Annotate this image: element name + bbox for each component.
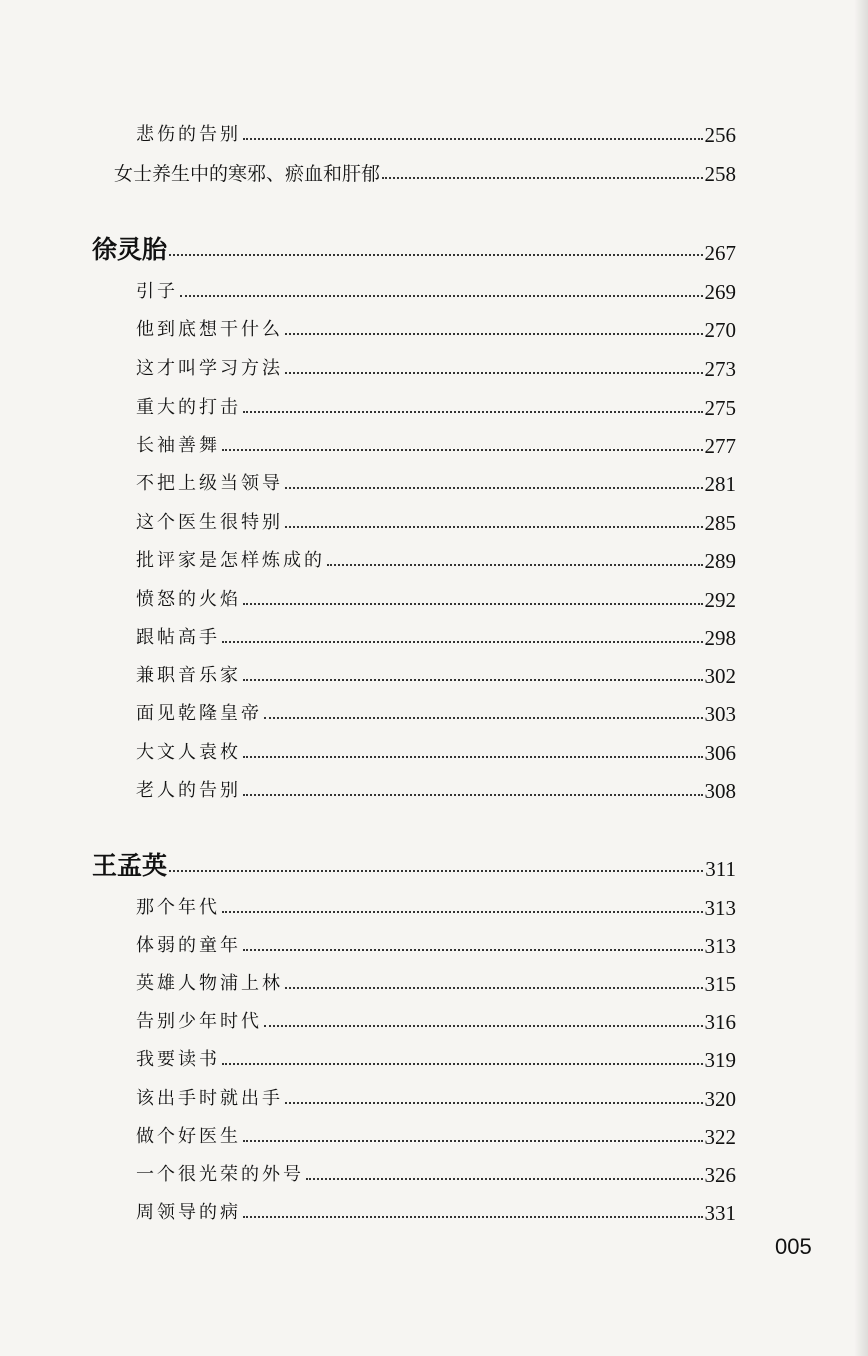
dot-leader <box>180 295 703 297</box>
section-heading-title: 徐灵胎 <box>92 235 168 264</box>
toc-entry-page: 269 <box>704 280 736 304</box>
dot-leader <box>169 870 703 872</box>
toc-entry-page: 298 <box>704 626 736 650</box>
dot-leader <box>243 1140 703 1142</box>
toc-entry[interactable] <box>136 500 736 534</box>
toc-entry-page: 273 <box>704 357 736 381</box>
dot-leader <box>222 911 703 913</box>
toc-entry-title: 兼职音乐家 <box>136 665 241 686</box>
toc-entry-title: 做个好医生 <box>136 1126 241 1147</box>
toc-entry-page: 303 <box>704 702 736 726</box>
toc-entry-title: 愤怒的火焰 <box>136 589 241 610</box>
dot-leader <box>285 987 703 989</box>
toc-entry-title: 体弱的童年 <box>136 935 241 956</box>
dot-leader <box>222 641 703 643</box>
toc-entry-page: 302 <box>704 664 736 688</box>
toc-entry-title: 他到底想干什么 <box>136 319 283 340</box>
toc-entry-page: 316 <box>704 1010 736 1034</box>
toc-entry[interactable] <box>136 885 736 919</box>
toc-entry-title: 告别少年时代 <box>136 1011 262 1032</box>
dot-leader <box>264 717 703 719</box>
toc-entry[interactable] <box>136 653 736 687</box>
dot-leader <box>243 794 703 796</box>
toc-entry-page: 258 <box>704 162 736 186</box>
dot-leader <box>285 372 703 374</box>
toc-entry-title: 悲伤的告别 <box>136 124 241 145</box>
toc-entry-title: 女士养生中的寒邪、瘀血和肝郁 <box>114 163 381 185</box>
section-heading-page: 311 <box>705 857 736 881</box>
toc-entry-page: 315 <box>704 972 736 996</box>
toc-entry[interactable] <box>136 961 736 995</box>
toc-entry-page: 275 <box>704 396 736 420</box>
dot-leader <box>285 333 703 335</box>
toc-entry-title: 长袖善舞 <box>136 435 220 456</box>
section-heading-title: 王孟英 <box>92 851 168 880</box>
toc-entry-title: 不把上级当领导 <box>136 473 283 494</box>
toc-entry[interactable] <box>136 1114 736 1148</box>
dot-leader <box>285 1102 703 1104</box>
toc-entry-page: 322 <box>704 1125 736 1149</box>
toc-entry-title: 我要读书 <box>136 1049 220 1070</box>
page-number: 005 <box>775 1234 812 1259</box>
toc-entry[interactable] <box>136 1152 736 1186</box>
toc-entry[interactable] <box>136 112 736 146</box>
toc-entry-page: 313 <box>704 896 736 920</box>
section-heading[interactable] <box>92 230 736 264</box>
toc-entry-page: 313 <box>704 934 736 958</box>
toc-entry[interactable] <box>136 269 736 303</box>
dot-leader <box>243 679 703 681</box>
toc-entry-title: 重大的打击 <box>136 397 241 418</box>
section-heading[interactable] <box>92 846 736 880</box>
toc-entry[interactable] <box>136 385 736 419</box>
toc-entry-title: 大文人袁枚 <box>136 742 241 763</box>
dot-leader <box>243 949 703 951</box>
toc-entry-page: 270 <box>704 318 736 342</box>
toc-entry-page: 326 <box>704 1163 736 1187</box>
dot-leader <box>243 138 703 140</box>
toc-entry-page: 319 <box>704 1048 736 1072</box>
dot-leader <box>243 1216 703 1218</box>
dot-leader <box>243 756 703 758</box>
toc-entry-page: 289 <box>704 549 736 573</box>
toc-entry-page: 306 <box>704 741 736 765</box>
toc-entry[interactable] <box>136 691 736 725</box>
section-heading-page: 267 <box>704 241 736 265</box>
dot-leader <box>382 177 702 179</box>
dot-leader <box>285 487 703 489</box>
toc-entry-page: 308 <box>704 779 736 803</box>
toc-entry-page: 256 <box>704 123 736 147</box>
toc-entry-title: 该出手时就出手 <box>136 1088 283 1109</box>
toc-entry[interactable] <box>136 577 736 611</box>
toc-entry-title: 老人的告别 <box>136 780 241 801</box>
toc-entry-page: 292 <box>704 588 736 612</box>
toc-entry-title: 面见乾隆皇帝 <box>136 703 262 724</box>
toc-entry[interactable] <box>136 768 736 802</box>
toc-entry[interactable] <box>136 999 736 1033</box>
toc-entry[interactable] <box>136 1037 736 1071</box>
toc-entry[interactable] <box>136 423 736 457</box>
toc-entry[interactable] <box>136 730 736 764</box>
dot-leader <box>306 1178 703 1180</box>
toc-entry-title: 批评家是怎样炼成的 <box>136 550 325 571</box>
toc-entry-title: 这才叫学习方法 <box>136 358 283 379</box>
dot-leader <box>327 564 703 566</box>
dot-leader <box>264 1025 703 1027</box>
dot-leader <box>169 254 702 256</box>
toc-entry-page: 320 <box>704 1087 736 1111</box>
toc-entry[interactable] <box>136 1076 736 1110</box>
toc-entry[interactable] <box>136 307 736 341</box>
toc-entry[interactable] <box>114 151 736 185</box>
toc-entry-page: 277 <box>704 434 736 458</box>
dot-leader <box>243 603 703 605</box>
toc-entry-title: 周领导的病 <box>136 1202 241 1223</box>
dot-leader <box>222 449 703 451</box>
toc-entry-title: 英雄人物浦上林 <box>136 973 283 994</box>
toc-entry[interactable] <box>136 346 736 380</box>
toc-entry[interactable] <box>136 615 736 649</box>
toc-entry-title: 那个年代 <box>136 897 220 918</box>
toc-entry-title: 跟帖高手 <box>136 627 220 648</box>
toc-entry-page: 285 <box>704 511 736 535</box>
dot-leader <box>285 526 703 528</box>
toc-entry-page: 281 <box>704 472 736 496</box>
toc-entry[interactable] <box>136 1190 736 1224</box>
toc-entry-title: 一个很光荣的外号 <box>136 1164 304 1185</box>
toc-entry-title: 引子 <box>136 281 178 302</box>
toc-entry[interactable] <box>136 923 736 957</box>
dot-leader <box>222 1063 703 1065</box>
toc-entry-title: 这个医生很特别 <box>136 512 283 533</box>
toc-entry-page: 331 <box>704 1201 736 1225</box>
page-edge-shadow <box>854 0 868 1356</box>
toc-entry[interactable] <box>136 461 736 495</box>
dot-leader <box>243 411 703 413</box>
toc-entry[interactable] <box>136 538 736 572</box>
